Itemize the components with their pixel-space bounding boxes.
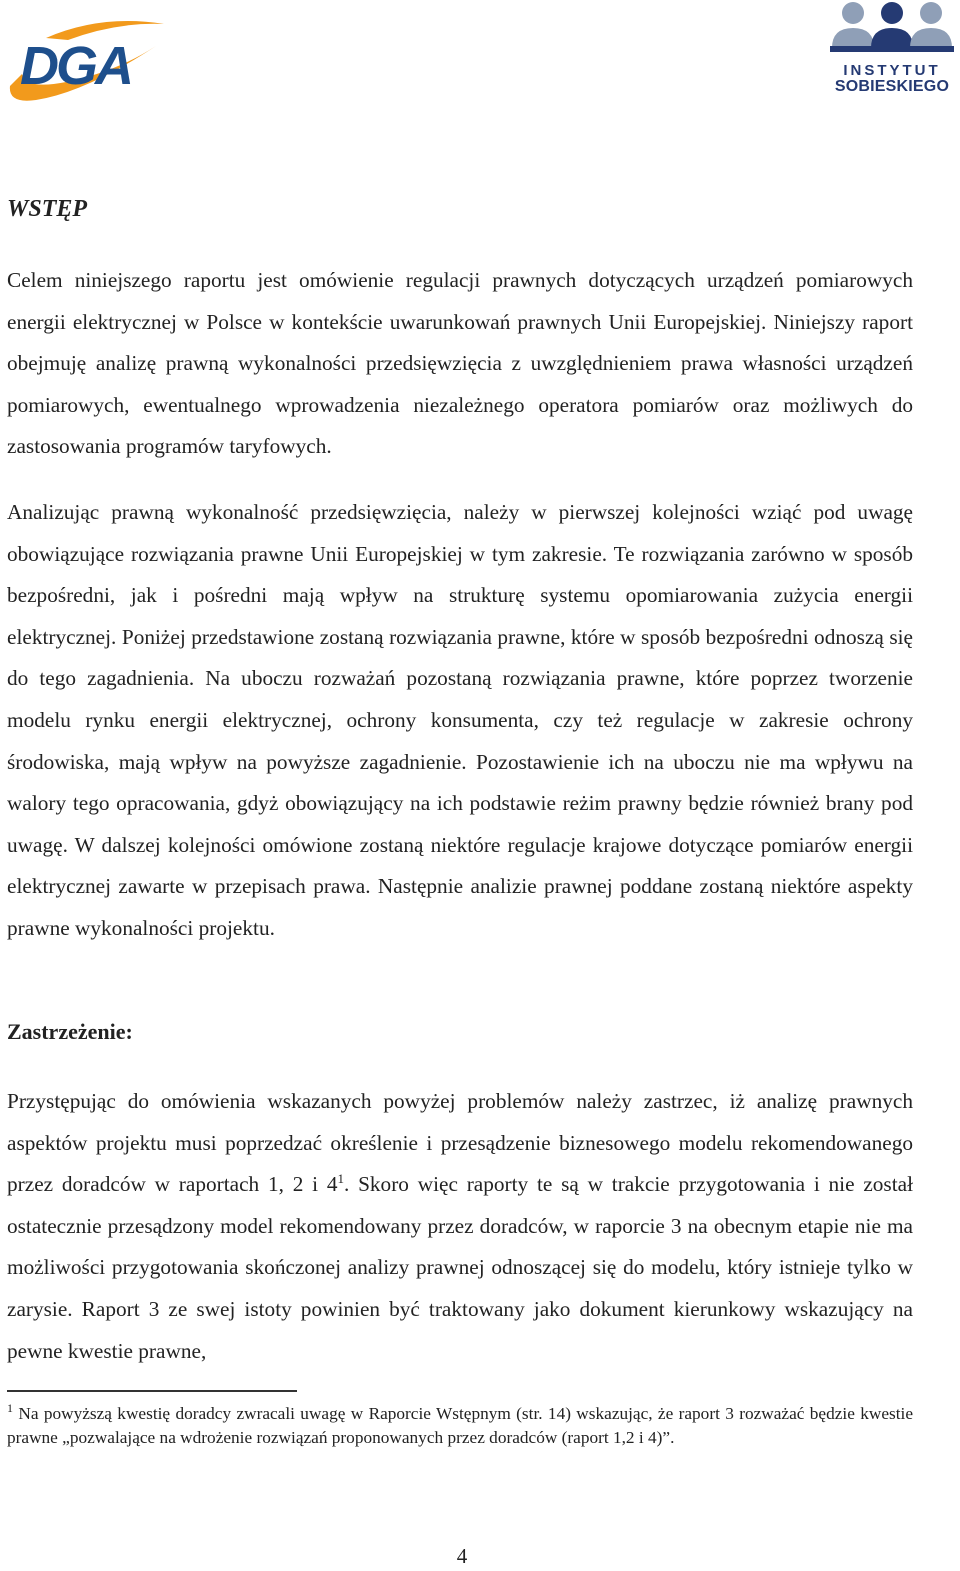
footnote-reference[interactable]: 1	[337, 1171, 344, 1187]
footnote-divider	[7, 1390, 297, 1392]
paragraph-disclaimer-text-1: Przystępując do omówienia wskazanych powyżej problemów należy zastrzec, iż analizę prawnych aspektów projektu musi poprzedzać określenie i przesądzenie biznesowego modelu rekomendowanego przez doradców w raportach 1, 2 i 4	[7, 1089, 913, 1197]
subheading-disclaimer: Zastrzeżenie:	[7, 1019, 133, 1044]
dga-logo-text: DGA	[20, 36, 131, 96]
page-number: 4	[456, 1544, 468, 1568]
instytut-sobieskiego-logo	[826, 0, 958, 98]
section-title: WSTĘP	[7, 196, 88, 222]
logo-line-sobieskiego: SOBIESKIEGO	[834, 78, 950, 95]
footnote-text: Na powyższą kwestię doradcy zwracali uwagę w Raporcie Wstępnym (str. 14) wskazując, że raport 3 rozważać będzie kwestie prawne „pozwalające na wdrożenie rozwiązań proponowanych przez doradców (raport 1,2 i 4)”.	[7, 1404, 913, 1447]
paragraph-analysis: Analizując prawną wykonalność przedsięwzięcia, należy w pierwszej kolejności wziąć pod uwagę obowiązujące rozwiązania prawne Unii Europejskiej w tym zakresie. Te rozwiązania zarówno w sposób bezpośredni, jak i pośredni mają wpływ na strukturę systemu opomiarowania zużycia energii elektrycznej. Poniżej przedstawione zostaną rozwiązania prawne, które w sposób bezpośredni odnoszą się do tego zagadnienia. Na uboczu rozważań pozostaną rozwiązania prawne, które poprzez tworzenie modelu rynku energii elektrycznej, ochrony konsumenta, czy też regulacje w zakresie ochrony środowiska, mają wpływ na powyższe zagadnienie. Pozostawienie ich na uboczu nie ma wpływu na walory tego opracowania, gdyż obowiązujący na ich podstawie reżim prawny będzie również brany pod uwagę. W dalszej kolejności omówione zostaną niektóre regulacje krajowe dotyczące pomiarów energii elektrycznej zawarte w przepisach prawa. Następnie analizie prawnej poddane zostaną niektóre aspekty prawne wykonalności projektu.	[7, 500, 913, 940]
paragraph-disclaimer	[7, 1081, 913, 1372]
dga-logo-graphic	[6, 16, 166, 108]
footnote-number: 1	[7, 1401, 13, 1416]
people-icon	[826, 0, 958, 60]
paragraph-disclaimer-text-2: . Skoro więc raporty te są w trakcie przygotowania i nie został ostatecznie przesądzony model rekomendowany przez doradców, w raporcie 3 na obecnym etapie nie ma możliwości przygotowania skończonej analizy prawnej odnoszącej się do modelu, który istnieje tylko w zarysie. Raport 3 ze swej istoty powinien być traktowany jako dokument kierunkowy wskazujący na pewne kwestie prawne,	[7, 1172, 913, 1363]
paragraph-intro: Celem niniejszego raportu jest omówienie regulacji prawnych dotyczących urządzeń pomiarowych energii elektrycznej w Polsce w kontekście uwarunkowań prawnych Unii Europejskiej. Niniejszy raport obejmuję analizę prawną wykonalności przedsięwzięcia z uwzględnieniem prawa własności urządzeń pomiarowych, ewentualnego wprowadzenia niezależnego operatora pomiarów oraz możliwych do zastosowania programów taryfowych.	[7, 268, 913, 459]
logo-line-instytut: INSTYTUT	[843, 62, 941, 79]
dga-logo	[6, 16, 166, 108]
footnote	[7, 1402, 913, 1449]
